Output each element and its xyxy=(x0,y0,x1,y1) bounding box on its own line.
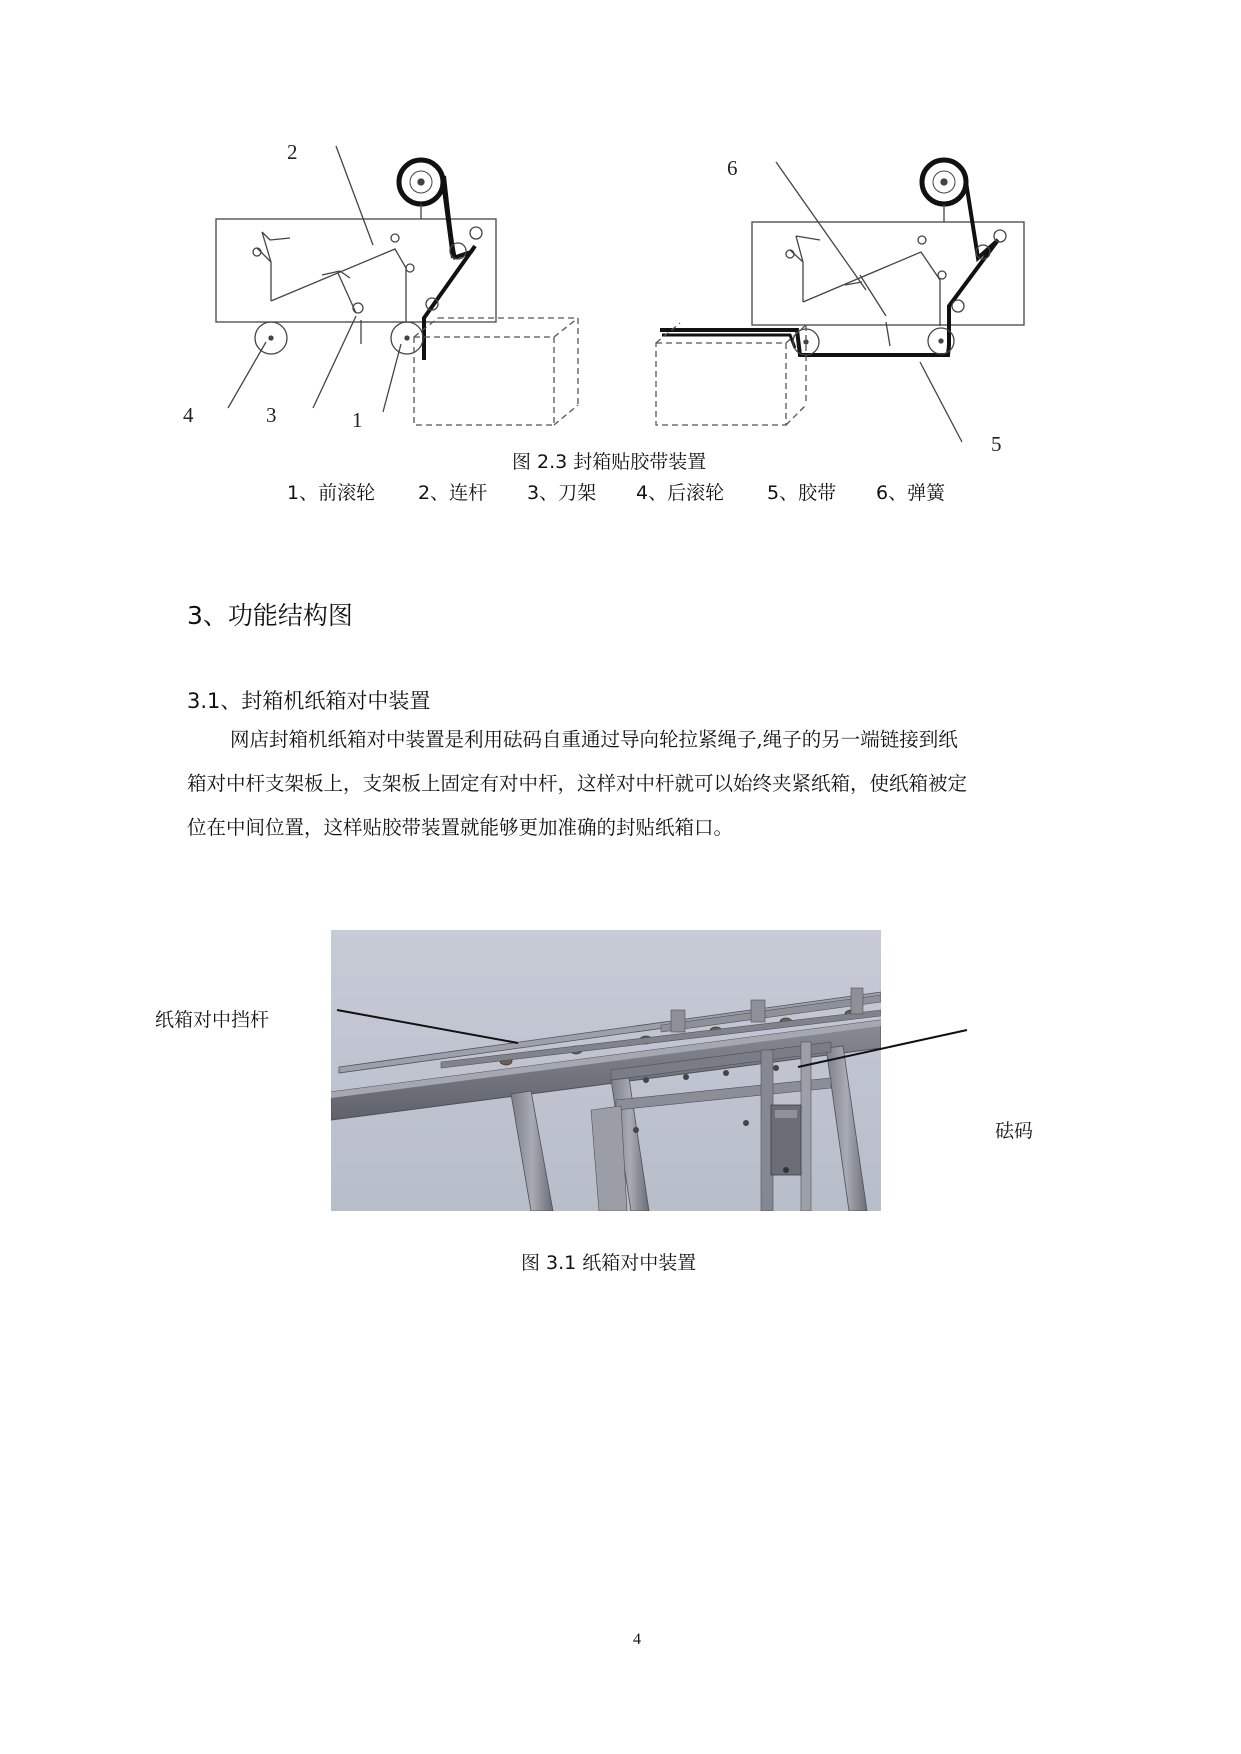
paragraph-line: 网店封箱机纸箱对中装置是利用砝码自重通过导向轮拉紧绳子,绳子的另一端链接到纸 xyxy=(230,728,958,751)
right-linkage xyxy=(803,252,940,326)
body-paragraph xyxy=(187,718,1053,850)
legend-item: 5、胶带 xyxy=(767,482,837,504)
right-box-dashed xyxy=(656,343,786,425)
callout-2: 2 xyxy=(287,140,298,164)
callout-6: 6 xyxy=(727,156,738,180)
left-frame xyxy=(216,219,496,322)
paragraph-line: 箱对中杆支架板上，支架板上固定有对中杆，这样对中杆就可以始终夹紧纸箱，使纸箱被定 xyxy=(187,772,968,795)
left-tape-path xyxy=(443,176,455,258)
label-centering-rod: 纸箱对中挡杆 xyxy=(155,1009,270,1031)
figure-2-3-legend xyxy=(0,478,1241,504)
figure-3-1-caption: 图 3.1 纸箱对中装置 xyxy=(521,1252,697,1274)
figure-2-3-caption: 图 2.3 封箱贴胶带装置 xyxy=(512,451,707,473)
section-heading: 3、功能结构图 xyxy=(187,601,353,630)
subsection-heading: 3.1、封箱机纸箱对中装置 xyxy=(187,689,431,713)
callout-3: 3 xyxy=(266,403,277,427)
right-frame xyxy=(752,222,1024,325)
callout-1: 1 xyxy=(352,408,363,432)
legend-item: 6、弹簧 xyxy=(876,482,946,504)
legend-item: 2、连杆 xyxy=(418,482,488,504)
callout-4: 4 xyxy=(183,403,194,427)
legend-item: 3、刀架 xyxy=(527,482,597,504)
callout-5: 5 xyxy=(991,432,1002,456)
paragraph-line: 位在中间位置，这样贴胶带装置就能够更加准确的封贴纸箱口。 xyxy=(187,816,734,839)
left-box-dashed xyxy=(414,337,554,425)
left-linkage xyxy=(271,249,406,322)
page-number: 4 xyxy=(633,1631,641,1648)
legend-item: 4、后滚轮 xyxy=(636,482,725,504)
figure-2-3-drawing xyxy=(0,0,1241,470)
legend-item: 1、前滚轮 xyxy=(287,482,376,504)
label-weight: 砝码 xyxy=(995,1120,1034,1142)
